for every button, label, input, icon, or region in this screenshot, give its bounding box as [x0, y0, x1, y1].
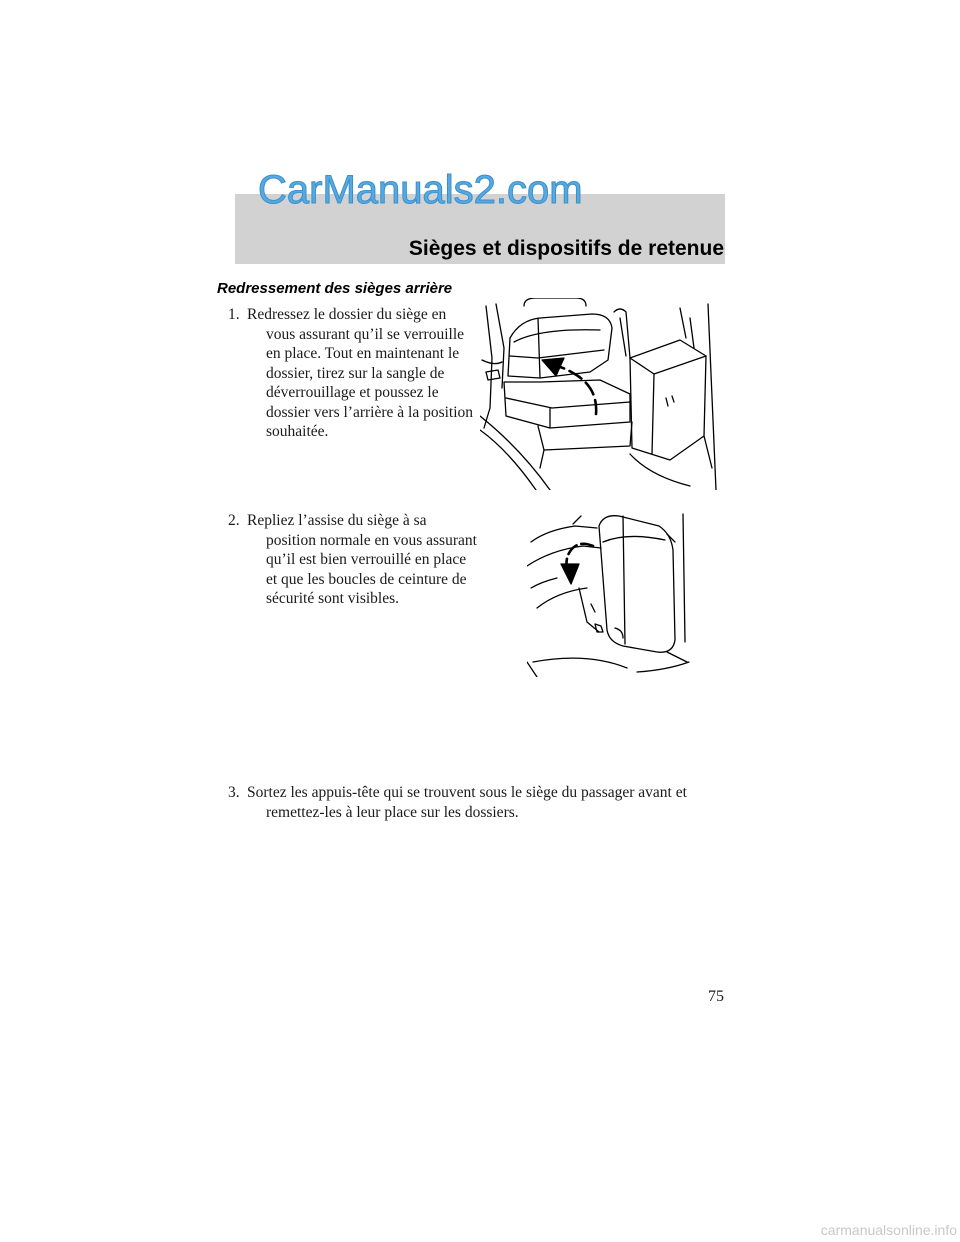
- seatback-raise-illustration: [480, 298, 720, 490]
- subheading: Redressement des sièges arrière: [217, 280, 453, 297]
- step-item: [228, 511, 478, 609]
- step-number: 2.: [228, 512, 240, 529]
- section-title: Sièges et dispositifs de retenue: [408, 237, 724, 260]
- seat-cushion-fold-illustration: [527, 512, 690, 677]
- watermark-logo: CarManuals2.com: [258, 168, 583, 212]
- footer-watermark: carmanualsonline.info: [820, 1222, 957, 1238]
- page-number: 75: [708, 988, 724, 1005]
- step-item: [228, 305, 478, 442]
- step-text: Repliez l’assise du siège à sa position normale en vous assurant qu’il est bien verrouillé en place et que les boucles de ceinture de sécurité sont visibles.: [247, 512, 477, 607]
- step-number: 1.: [228, 306, 240, 323]
- step-number: 3.: [228, 784, 240, 801]
- step-item: [228, 783, 728, 822]
- step-text: Redressez le dossier du siège en vous assurant qu’il se verrouille en place. Tout en maintenant le dossier, tirez sur la sangle de déverrouillage et poussez le dossier vers l’arrière à la position souhaitée.: [247, 306, 474, 440]
- step-text: Sortez les appuis-tête qui se trouvent sous le siège du passager avant et remettez-les à leur place sur les dossiers.: [247, 784, 687, 821]
